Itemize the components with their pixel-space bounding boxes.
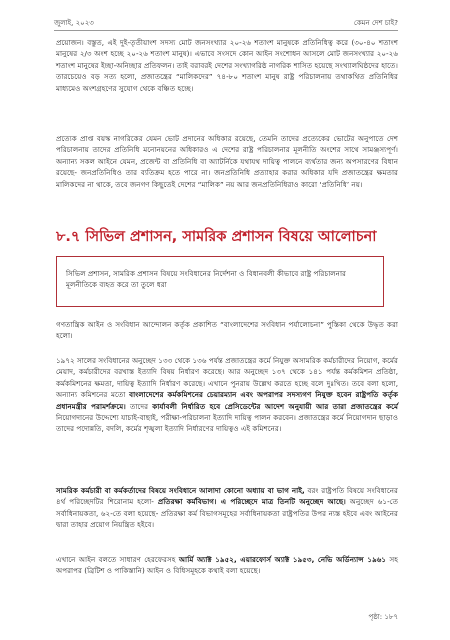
paragraph-civil-service: [56, 355, 398, 435]
paragraph-recall-right: প্রত্যেক প্রাপ্ত বয়স্ক নাগরিকের যেমন ভোট প্রদানের অধিকার রয়েছে, তেমনি তাদের প্রত্যেকের ভোটের অনুপাতে দেশ পরিচালনায় তাদের প্রতিনিধি মনোনয়নের অধিকারও এ দেশের রাষ্ট্র পরিচালনার মূলনীতি অংশের সাথে সামঞ্জস্যপূর্ণ। অন্যান্য সকল আইনে যেমন, প্রজেন্ট বা প্রতিনিধি বা অ্যাটর্নিকে যথাযথ দায়িত্ব পালনে ব্যর্থতার জন্য অপসারণের বিধান রয়েছে- জনপ্রতিনিধিও তার ব্যতিক্রম হতে পারে না। জনপ্রতিনিধি প্রত্যাহার করার অধিকার যদি প্রজাতন্ত্রের ক্ষমতার মালিকদের না থাকে, তবে জনগণ কিছুতেই দেশের “মালিক” নয় আর জনপ্রতিনিধিরাও কারো ‘প্রতিনিধি’ নয়।: [56, 134, 398, 189]
bold-text-run: বাংলাদেশের কর্মকমিশনের চেয়ারম্যান এবং অপরাপর সদস্যগণ নিযুক্ত হবেন রাষ্ট্রপতি কর্তৃক প্রধানমন্ত্রীর পরামর্শক্রমে।: [56, 390, 398, 411]
text-run: তাদের: [125, 401, 153, 411]
header-title: কেমন দেশ চাই?: [353, 19, 398, 27]
page-number: পৃষ্ঠা: ১৮৭: [368, 613, 398, 621]
header-date: জুলাই, ২০২৩: [54, 19, 94, 27]
text-run: সহ অপরাপর (ব্রিটিশ ও পাকিস্তানি) আইন ও বিধিসমূহকে কথাই বলা হয়েছে।: [56, 555, 398, 576]
bold-text-run: সামরিক কর্মচারী বা কর্মকর্তাদের বিষয়ে সংবিধানে আলাদা কোনো অধ্যায় বা ভাগ নাই,: [56, 486, 305, 495]
section-heading: ৮.৭ সিভিল প্রশাসন, সামরিক প্রশাসন বিষয়ে আলোচনা: [56, 229, 377, 245]
text-run: ১৯৭২ সালের সংবিধানের অনুচ্ছেদ ১৩৩ থেকে ১৩৬ পর্যন্ত প্রজাতন্ত্রের কর্মে নিযুক্ত অসামরিক কর্মচারীদের নিয়োগ, কর্মের মেয়াদ, কর্মচারীদের বরখাস্ত ইত্যাদি বিষয় নির্ধারণ করেছে। আর অনুচ্ছেদ ১৩৭ থেকে ১৪১ পর্যন্ত কর্মকমিশন প্রতিষ্ঠা, কর্মকমিশনের ক্ষমতা, দায়িত্ব ইত্যাদি নির্ধারণ করেছে। এখানে পুনরায় উল্লেখ করতে হচ্ছে বলে দুঃখিত। তবে বলা হলো, অন্যান্য কমিশনের মতো: [56, 356, 398, 400]
bold-text-run: আর্মি অ্যাক্ট ১৯৫২, এয়ারফোর্স অ্যাক্ট ১৯৫৩, নেভি অর্ডিন্যান্স ১৯৬১: [178, 555, 387, 564]
section-summary-text: সিভিল প্রশাসন, সামরিক প্রশাসন বিষয়ে সংবিধানের নির্দেশনা ও বিধানবলী কীভাবে রাষ্ট্র পরিচালনার মূলনীতিকে ব্যহত করে তা তুলে ধরা: [66, 269, 346, 290]
paragraph-representation: প্রয়োজন। বস্তুত, এই দুই-তৃতীয়াংশ সদস্য মোট জনসংখ্যার ২০-২৬ শতাংশ মানুষকে প্রতিনিধিত্ব করে (৩০-৪০ শতাংশ মানুষের ২/৩ অংশ হচ্ছে ২০-২৬ শতাংশ মানুষ)। এভাবে সংসদে কোন আইন সংশোধন আসলে মোট জনসংখ্যার ২০-২৬ শতাংশ মানুষের ইচ্ছা-অনিচ্ছার প্রতিফলন। তাই বরাবরই দেশের সংখ্যাগরিষ্ঠ নাগরিক শাসিত হয়েছে সংখ্যালঘিষ্ঠদের হাতে। তারচেয়েও বড় সত্য হলো, প্রজাতন্ত্রের “মালিকদের” ৭৪-৮০ শতাংশ মানুষ রাষ্ট্র পরিচালনায় তথাকথিত প্রতিনিধির মাধ্যমেও অংশগ্রহণের সুযোগ থেকে বঞ্চিত হচ্ছে।: [56, 38, 398, 93]
paragraph-source-citation: গণতান্ত্রিক আইন ও সংবিধান আন্দোলন কর্তৃক প্রকাশিত “বাংলাদেশের সংবিধান পর্যালোচনা” পুস্তিকা থেকে উদ্ধৃত করা হলো।: [56, 320, 398, 341]
paragraph-military: [56, 485, 398, 531]
text-run: অনুচ্ছেদ ৬১-তে সর্বাধিনায়কতা, ৬২-তে বলা হয়েছে- প্রতিরক্ষা কর্ম বিভাগসমূহের সর্বাধিনায়কতা রাষ্ট্রপতির উপর ন্যস্ত হইবে এবং আইনের দ্বারা তাহার প্রয়োগ নিয়ন্ত্রিত হইবে।: [56, 497, 398, 530]
header-divider: [54, 30, 398, 31]
bold-text-run: প্রতিরক্ষা কর্মবিভাগ। এ পরিচ্ছেদে মাত্র তিনটি অনুচ্ছেদ আছে।: [157, 497, 346, 507]
running-header: [54, 17, 398, 31]
section-summary-box: [56, 256, 384, 307]
text-run: বরং রাষ্ট্রপতি বিষয়ে সংবিধানের ৪র্থ পরিচ্ছেদটির শিরোনাম হলো-: [56, 486, 398, 507]
text-run: এখানে আইন বলতে সাধারণ হেরফেরসহ: [56, 555, 179, 564]
text-run: নিয়োগদানের উদ্দেশ্যে যাচাই-বাছাই, পরীক্ষা-পরিচালনা ইত্যাদি দায়িত্ব পালন করবেন। প্রজাতন্ত্রের কর্মে নিয়োগদান ছাড়াও তাদের পদোন্নতি, বদলি, কর্মের শৃঙ্খলা ইত্যাদি নির্ধারণের দায়িত্বও এই কমিশনের।: [56, 413, 398, 434]
paragraph-military-laws: [56, 554, 398, 577]
bold-text-run: কার্যাবলী নির্ধারিত হবে প্রেসিডেন্টের আদেশ অনুযায়ী আর তারা প্রজাতন্ত্রের কর্মে: [152, 401, 398, 411]
